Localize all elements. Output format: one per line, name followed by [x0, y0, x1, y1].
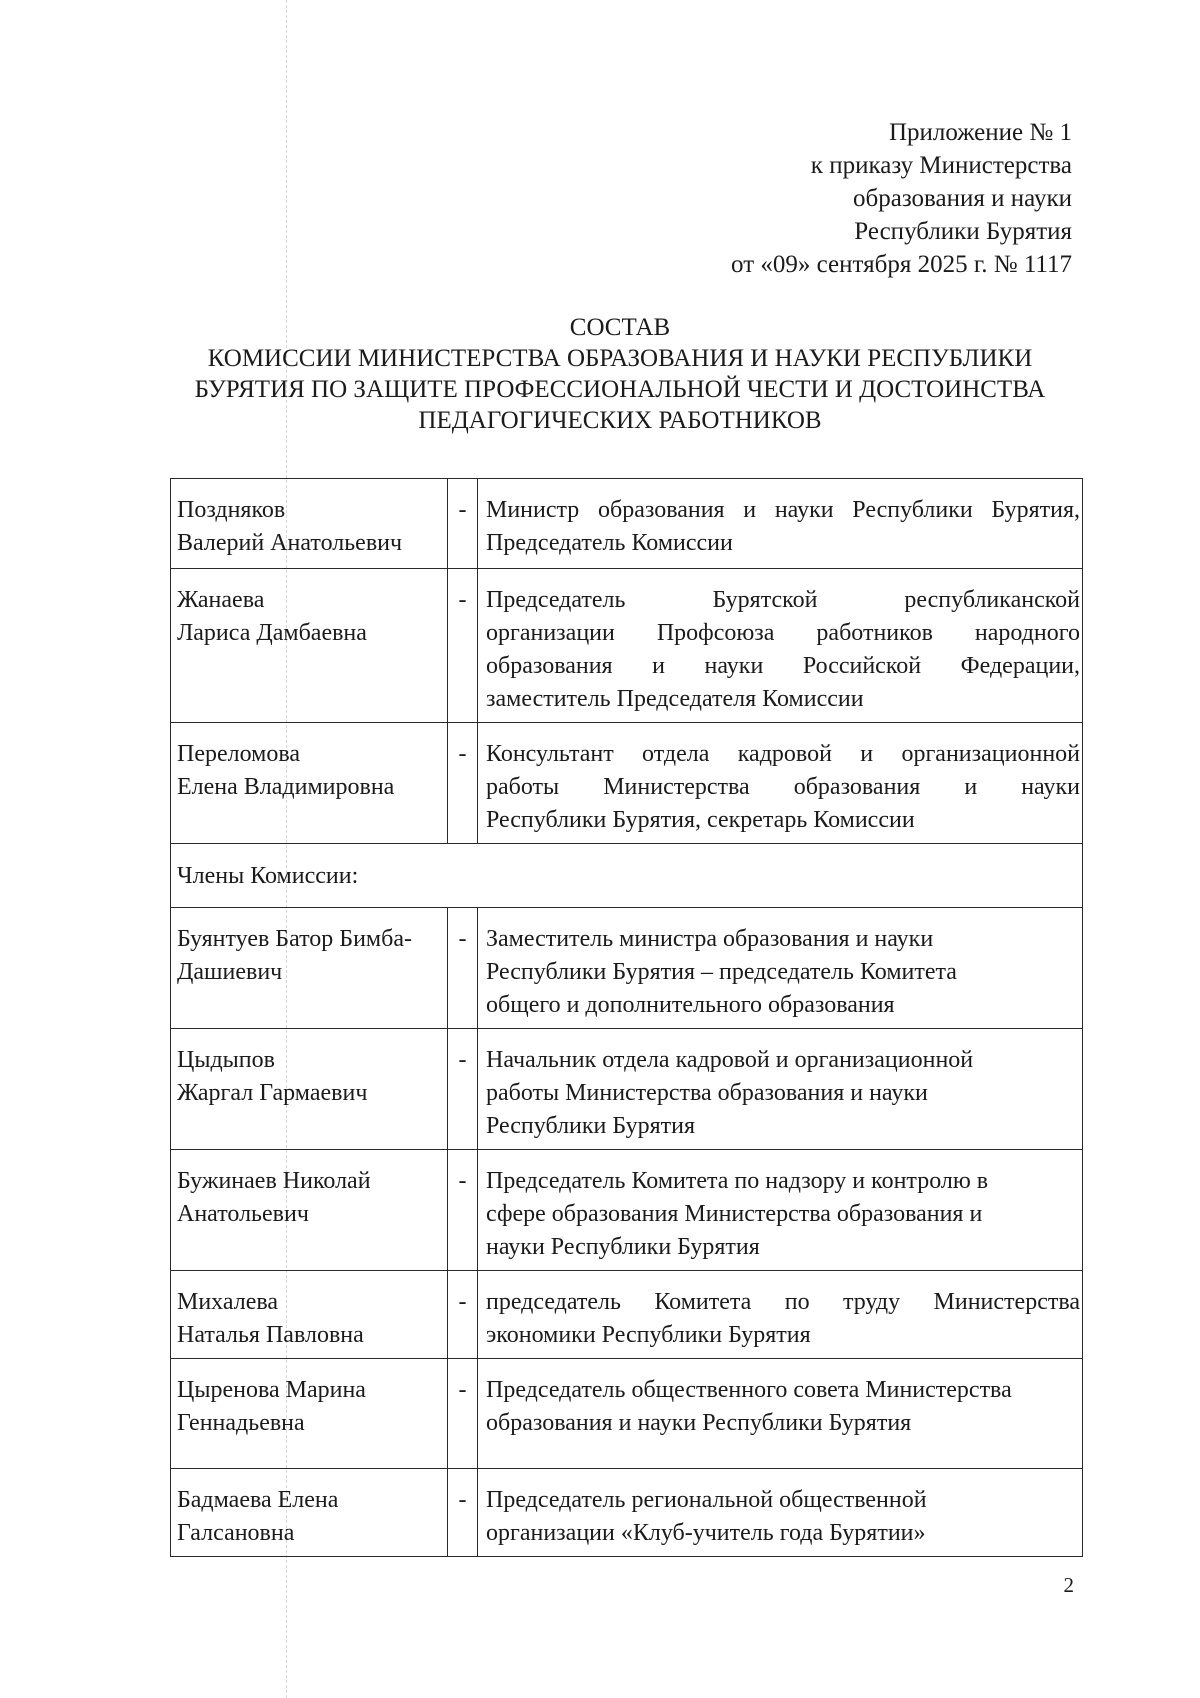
person-name-cell: [171, 569, 448, 723]
annex-line: Республики Бурятия: [854, 218, 1072, 245]
person-name-cell: [171, 1469, 448, 1557]
role-line: Консультант отдела кадровой и организационной: [486, 741, 1080, 767]
dash-cell: -: [448, 1271, 478, 1359]
person-name-cell: [171, 908, 448, 1029]
dash-cell: -: [448, 1150, 478, 1271]
role-line: Республики Бурятия, секретарь Комиссии: [486, 807, 915, 833]
person-name-cell: [171, 1359, 448, 1469]
members-heading: Члены Комиссии:: [171, 844, 1083, 908]
person-role-cell: [478, 723, 1083, 844]
dash-cell: -: [448, 569, 478, 723]
person-name: Бадмаева Елена Галсановна: [177, 1487, 339, 1546]
role-line: работы Министерства образования и науки: [486, 774, 1080, 800]
role-line: Председатель региональной общественной: [486, 1487, 927, 1513]
members-heading-row: [171, 844, 1083, 908]
person-role-cell: [478, 1271, 1083, 1359]
person-name: Бужинаев Николай Анатольевич: [177, 1168, 371, 1227]
dash-cell: -: [448, 723, 478, 844]
title-line: ПЕДАГОГИЧЕСКИХ РАБОТНИКОВ: [418, 407, 822, 434]
person-role-cell: [478, 569, 1083, 723]
role-line: общего и дополнительного образования: [486, 992, 895, 1018]
roster-row: [171, 1271, 1083, 1359]
role-line: работы Министерства образования и науки: [486, 1080, 928, 1106]
person-name-cell: [171, 1029, 448, 1150]
role-line: экономики Республики Бурятия: [486, 1322, 811, 1348]
dash-cell: -: [448, 479, 478, 569]
person-role-cell: [478, 1359, 1083, 1469]
role-line: Начальник отдела кадровой и организационной: [486, 1047, 974, 1073]
role-line: науки Республики Бурятия: [486, 1234, 760, 1260]
annex-line: от «09» сентября 2025 г. № 1117: [731, 251, 1072, 278]
person-role-cell: [478, 479, 1083, 569]
person-name: Цыренова Марина Геннадьевна: [177, 1377, 366, 1436]
role-line: организации «Клуб-учитель года Бурятии»: [486, 1520, 926, 1546]
annex-header: [731, 116, 1072, 281]
person-role-cell: [478, 1469, 1083, 1557]
person-name: Переломова Елена Владимировна: [177, 741, 395, 800]
role-line: сфере образования Министерства образования и: [486, 1201, 983, 1227]
title-line: СОСТАВ: [569, 314, 671, 341]
roster-row: [171, 1150, 1083, 1271]
roster-row: [171, 1359, 1083, 1469]
person-role-cell: [478, 1029, 1083, 1150]
role-line: заместитель Председателя Комиссии: [486, 686, 864, 712]
role-line: Министр образования и науки Республики Бурятия,: [486, 497, 1080, 523]
dash-cell: -: [448, 1469, 478, 1557]
person-name: Жанаева Лариса Дамбаевна: [177, 587, 367, 646]
role-line: Республики Бурятия: [486, 1113, 695, 1139]
person-role-cell: [478, 908, 1083, 1029]
roster-row: [171, 723, 1083, 844]
role-line: Председатель Комиссии: [486, 530, 733, 556]
role-line: Председатель Бурятской республиканской: [486, 587, 1080, 613]
roster-body: [171, 479, 1083, 1557]
person-name: Цыдыпов Жаргал Гармаевич: [177, 1047, 368, 1106]
role-line: образования и науки Российской Федерации,: [486, 653, 1080, 679]
role-line: Председатель общественного совета Министерства: [486, 1377, 1012, 1403]
person-name-cell: [171, 1271, 448, 1359]
title-line: КОМИССИИ МИНИСТЕРСТВА ОБРАЗОВАНИЯ И НАУКИ РЕСПУБЛИКИ: [207, 345, 1033, 372]
title-line: БУРЯТИЯ ПО ЗАЩИТЕ ПРОФЕССИОНАЛЬНОЙ ЧЕСТИ И ДОСТОИНСТВА: [194, 376, 1046, 403]
roster-row: [171, 908, 1083, 1029]
commission-roster-table: [170, 478, 1083, 1557]
person-name-cell: [171, 723, 448, 844]
person-name-cell: [171, 479, 448, 569]
roster-row: [171, 479, 1083, 569]
role-line: председатель Комитета по труду Министерства: [486, 1289, 1080, 1315]
dash-cell: -: [448, 1359, 478, 1469]
document-title: [150, 312, 1090, 436]
roster-row: [171, 569, 1083, 723]
roster-row: [171, 1029, 1083, 1150]
person-name: Михалева Наталья Павловна: [177, 1289, 364, 1348]
person-name: Буянтуев Батор Бимба- Дашиевич: [177, 926, 412, 985]
role-line: Республики Бурятия – председатель Комитета: [486, 959, 957, 985]
dash-cell: -: [448, 908, 478, 1029]
person-name-cell: [171, 1150, 448, 1271]
annex-line: Приложение № 1: [888, 119, 1072, 146]
roster-row: [171, 1469, 1083, 1557]
role-line: Председатель Комитета по надзору и контролю в: [486, 1168, 989, 1194]
role-line: образования и науки Республики Бурятия: [486, 1410, 912, 1436]
annex-line: к приказу Министерства: [810, 152, 1072, 179]
annex-line: образования и науки: [853, 185, 1072, 212]
person-role-cell: [478, 1150, 1083, 1271]
page-number: 2: [1063, 1573, 1074, 1597]
person-name: Поздняков Валерий Анатольевич: [177, 497, 403, 556]
role-line: организации Профсоюза работников народного: [486, 620, 1080, 646]
role-line: Заместитель министра образования и науки: [486, 926, 934, 952]
dash-cell: -: [448, 1029, 478, 1150]
